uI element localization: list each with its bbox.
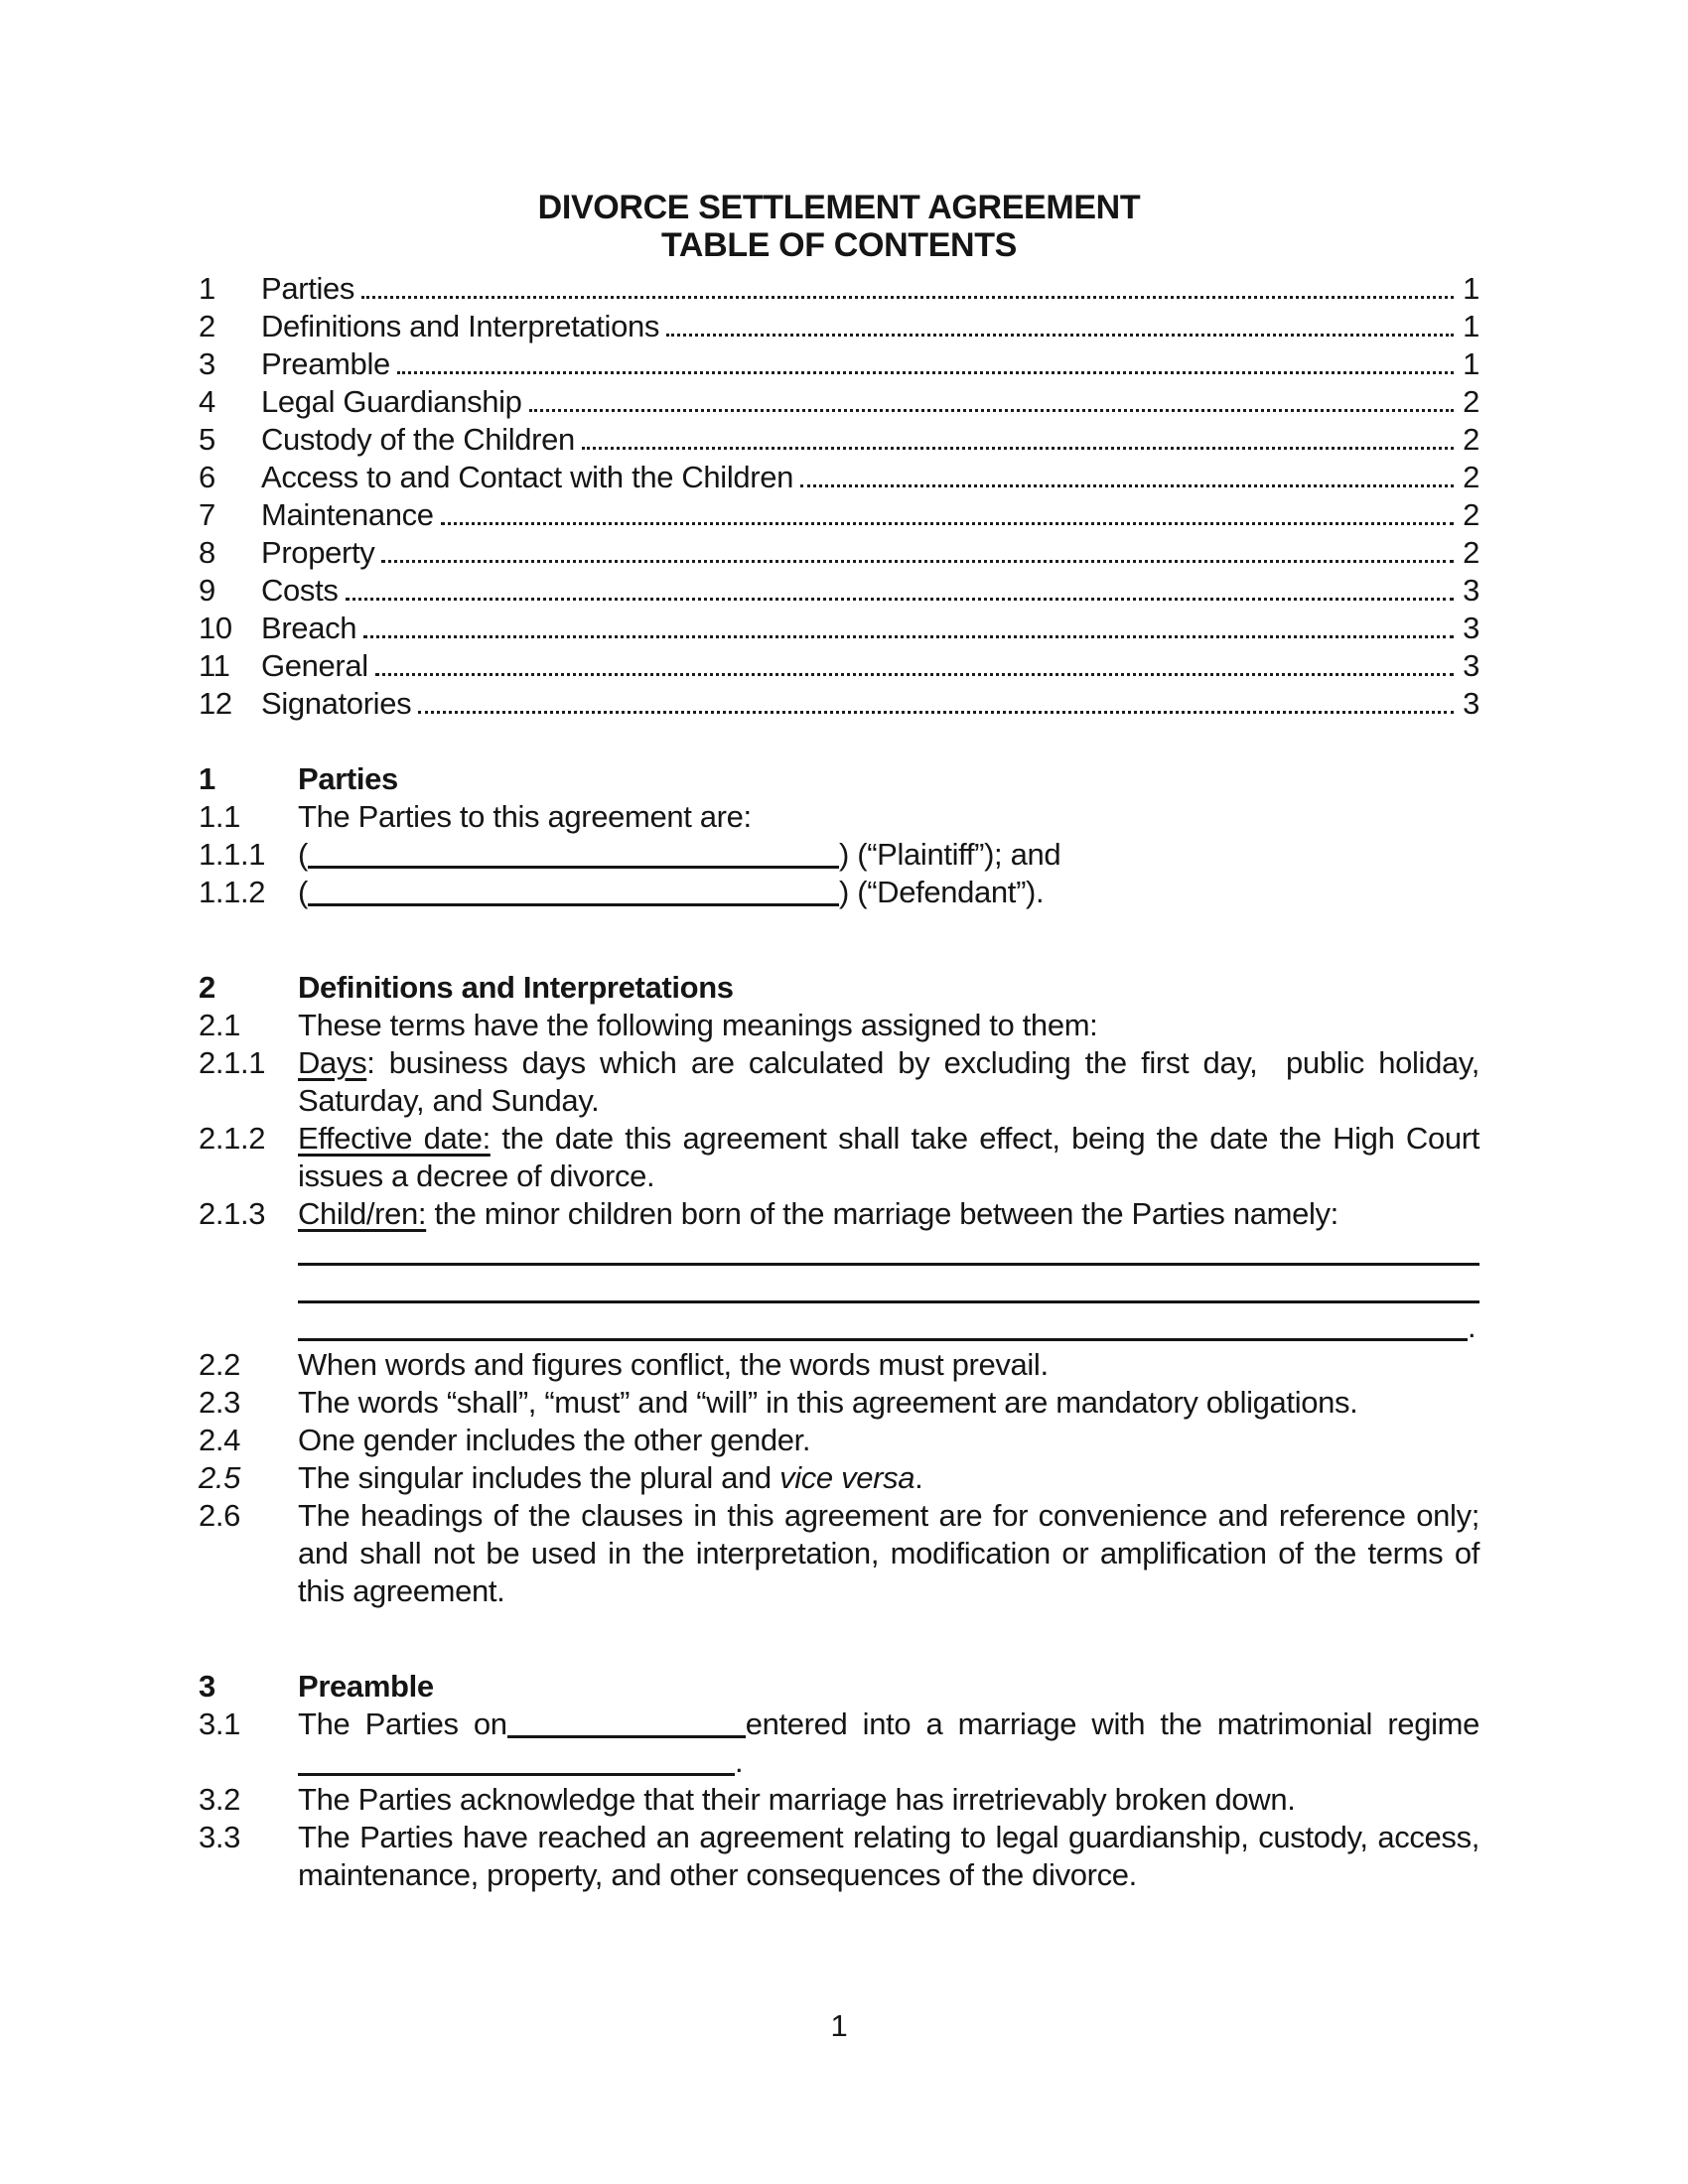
clause-number: 2.1	[199, 1008, 241, 1042]
clause-number: 1.1.1	[199, 837, 266, 872]
toc-entry-label: Definitions and Interpretations	[261, 309, 660, 343]
clause-number: 2.1.3	[199, 1196, 266, 1231]
table-of-contents	[199, 270, 1479, 723]
toc-entry-label: Property	[261, 535, 375, 570]
toc-entry	[199, 383, 1479, 421]
toc-dot-leader	[800, 475, 1454, 487]
clause-text	[298, 1044, 1479, 1120]
section-heading	[199, 760, 1479, 798]
clause	[199, 1384, 1479, 1422]
text-run: The Parties on	[298, 1706, 507, 1741]
text-run: : business days which are calculated by excluding the first day, public holiday, Saturday, and Sunday.	[298, 1045, 1479, 1118]
toc-entry-page: 3	[1463, 573, 1479, 608]
clause	[199, 1422, 1479, 1459]
toc-dot-leader	[397, 361, 1454, 374]
toc-entry	[199, 345, 1479, 383]
toc-dot-leader	[529, 399, 1454, 412]
text-run: These terms have the following meanings assigned to them:	[298, 1008, 1098, 1042]
clause-number: 3.3	[199, 1820, 241, 1854]
text-run: (	[298, 875, 308, 909]
clause-number: 3.1	[199, 1706, 241, 1741]
toc-entry-label: Preamble	[261, 346, 390, 381]
section-2	[199, 969, 1479, 1610]
clause-text	[298, 1497, 1479, 1610]
toc-entry	[199, 308, 1479, 345]
blank-field	[298, 1773, 735, 1776]
clause-text	[298, 1233, 1479, 1271]
text-run: ) (“Plaintiff”); and	[838, 837, 1061, 872]
clause-number: 2.1.1	[199, 1045, 266, 1080]
toc-entry-label: Parties	[261, 271, 355, 306]
ruled-blank-line	[199, 1308, 1479, 1346]
text-run: the minor children born of the marriage between the Parties namely:	[426, 1196, 1338, 1231]
document-header	[199, 189, 1479, 264]
toc-entry-number: 8	[199, 535, 215, 570]
clause-text	[298, 1346, 1479, 1384]
toc-entry-number: 6	[199, 460, 215, 494]
toc-entry	[199, 685, 1479, 723]
section-title: Definitions and Interpretations	[298, 970, 734, 1005]
clause-text	[298, 836, 1479, 874]
toc-entry-number: 2	[199, 309, 215, 343]
text-run: The words “shall”, “must” and “will” in this agreement are mandatory obligations.	[298, 1385, 1358, 1420]
text-run: the date this agreement shall take effect, being the date the High Court issues a decree of divorce.	[298, 1121, 1479, 1193]
toc-dot-leader	[361, 286, 1454, 299]
toc-entry-number: 4	[199, 384, 215, 419]
toc-entry-number: 11	[199, 648, 230, 683]
text-run: When words and figures conflict, the words must prevail.	[298, 1347, 1049, 1382]
toc-dot-leader	[346, 588, 1455, 601]
blank-field	[308, 903, 839, 906]
clause-number: 1.1	[199, 799, 241, 834]
blank-field	[298, 1300, 1479, 1303]
toc-entry-number: 7	[199, 497, 215, 532]
toc-entry-number: 10	[199, 611, 232, 645]
toc-dot-leader	[381, 550, 1454, 563]
clause-text	[298, 1781, 1479, 1819]
toc-entry-page: 3	[1463, 686, 1479, 721]
toc-entry-page: 1	[1463, 309, 1479, 343]
clause-number: 2.6	[199, 1498, 241, 1533]
clause-number: 2.4	[199, 1423, 241, 1457]
section-number: 3	[199, 1669, 215, 1704]
clause-number: 1.1.2	[199, 875, 266, 909]
clause-text	[298, 1120, 1479, 1195]
section-3	[199, 1668, 1479, 1894]
section-heading	[199, 1668, 1479, 1706]
clause	[199, 798, 1479, 836]
clause-text	[298, 1422, 1479, 1459]
toc-entry	[199, 459, 1479, 496]
clause-text	[298, 1819, 1479, 1894]
text-run: ) (“Defendant”).	[838, 875, 1045, 909]
clause-text	[298, 1308, 1479, 1346]
toc-entry-label: Legal Guardianship	[261, 384, 522, 419]
text-run: The Parties have reached an agreement relating to legal guardianship, custody, access, maintenance, property, and other consequences of the divorce.	[298, 1820, 1479, 1892]
text-run: entered into a marriage with the matrimonial regime	[745, 1706, 1479, 1741]
document-title: DIVORCE SETTLEMENT AGREEMENT	[537, 189, 1141, 226]
clause-text	[298, 1706, 1479, 1781]
clause-number	[199, 1233, 298, 1271]
text-run: The headings of the clauses in this agreement are for convenience and reference only; and shall not be used in the interpretation, modification or amplification of the terms of this agreement.	[298, 1498, 1479, 1608]
blank-field	[308, 866, 839, 869]
clause-number: 2.5	[199, 1460, 241, 1495]
toc-entry-page: 3	[1463, 648, 1479, 683]
toc-entry-page: 3	[1463, 611, 1479, 645]
blank-field	[507, 1735, 746, 1738]
toc-dot-leader	[363, 625, 1454, 638]
toc-entry-page: 2	[1463, 460, 1479, 494]
toc-entry-number: 3	[199, 346, 215, 381]
clause-text	[298, 798, 1479, 836]
section-title: Preamble	[298, 1669, 434, 1704]
clause-text	[298, 1195, 1479, 1233]
toc-entry-number: 5	[199, 422, 215, 457]
section-number: 1	[199, 761, 215, 796]
toc-entry-page: 2	[1463, 384, 1479, 419]
clause	[199, 1044, 1479, 1120]
toc-entry	[199, 610, 1479, 647]
clause	[199, 1120, 1479, 1195]
toc-entry	[199, 270, 1479, 308]
text-run: Days	[298, 1045, 367, 1080]
clause-number: 2.1.2	[199, 1121, 266, 1156]
text-run: The Parties to this agreement are:	[298, 799, 752, 834]
text-run: The singular includes the plural and	[298, 1460, 780, 1495]
clause	[199, 1819, 1479, 1894]
toc-entry	[199, 647, 1479, 685]
text-run: vice versa	[779, 1460, 915, 1495]
toc-entry	[199, 496, 1479, 534]
toc-dot-leader	[666, 324, 1454, 337]
clause	[199, 836, 1479, 874]
clause-number	[199, 1308, 298, 1346]
clause	[199, 1459, 1479, 1497]
ruled-blank-line	[199, 1233, 1479, 1271]
toc-entry-label: Custody of the Children	[261, 422, 575, 457]
clause-number	[199, 1271, 298, 1308]
section-title: Parties	[298, 761, 398, 796]
toc-entry	[199, 421, 1479, 459]
toc-dot-leader	[582, 437, 1454, 450]
toc-entry-label: Signatories	[261, 686, 412, 721]
clause-number: 2.2	[199, 1347, 241, 1382]
section-heading	[199, 969, 1479, 1007]
toc-entry-page: 1	[1463, 271, 1479, 306]
toc-entry-number: 12	[199, 686, 232, 721]
toc-entry	[199, 572, 1479, 610]
text-run: .	[735, 1744, 744, 1779]
toc-dot-leader	[418, 701, 1454, 714]
ruled-blank-line	[199, 1271, 1479, 1308]
clause	[199, 1497, 1479, 1610]
toc-entry-number: 1	[199, 271, 215, 306]
text-run: .	[1468, 1309, 1477, 1344]
clause	[199, 874, 1479, 911]
toc-entry-number: 9	[199, 573, 215, 608]
document-body	[199, 760, 1479, 1894]
text-run: (	[298, 837, 308, 872]
toc-entry-label: General	[261, 648, 368, 683]
toc-entry-page: 1	[1463, 346, 1479, 381]
clause-text	[298, 1271, 1479, 1308]
toc-entry-label: Breach	[261, 611, 357, 645]
toc-entry	[199, 534, 1479, 572]
toc-dot-leader	[441, 512, 1454, 525]
section-1	[199, 760, 1479, 911]
toc-entry-label: Maintenance	[261, 497, 434, 532]
clause-text	[298, 1384, 1479, 1422]
toc-entry-page: 2	[1463, 497, 1479, 532]
section-number: 2	[199, 970, 215, 1005]
clause-text	[298, 1459, 1479, 1497]
toc-dot-leader	[375, 663, 1454, 676]
clause	[199, 1007, 1479, 1044]
clause-number: 2.3	[199, 1385, 241, 1420]
blank-field	[298, 1263, 1479, 1266]
clause-text	[298, 874, 1479, 911]
text-run: One gender includes the other gender.	[298, 1423, 811, 1457]
text-run: Effective date:	[298, 1121, 491, 1156]
page-number: 1	[830, 2008, 848, 2043]
toc-entry-page: 2	[1463, 422, 1479, 457]
toc-entry-label: Access to and Contact with the Children	[261, 460, 794, 494]
clause	[199, 1706, 1479, 1781]
clause-text	[298, 1007, 1479, 1044]
clause-number: 3.2	[199, 1782, 241, 1817]
text-run: Child/ren:	[298, 1196, 427, 1231]
blank-field	[298, 1338, 1468, 1341]
text-run: .	[914, 1460, 923, 1495]
clause	[199, 1781, 1479, 1819]
text-run: The Parties acknowledge that their marriage has irretrievably broken down.	[298, 1782, 1296, 1817]
toc-entry-label: Costs	[261, 573, 339, 608]
clause	[199, 1195, 1479, 1233]
document-subtitle: TABLE OF CONTENTS	[661, 226, 1017, 264]
toc-entry-page: 2	[1463, 535, 1479, 570]
clause	[199, 1346, 1479, 1384]
